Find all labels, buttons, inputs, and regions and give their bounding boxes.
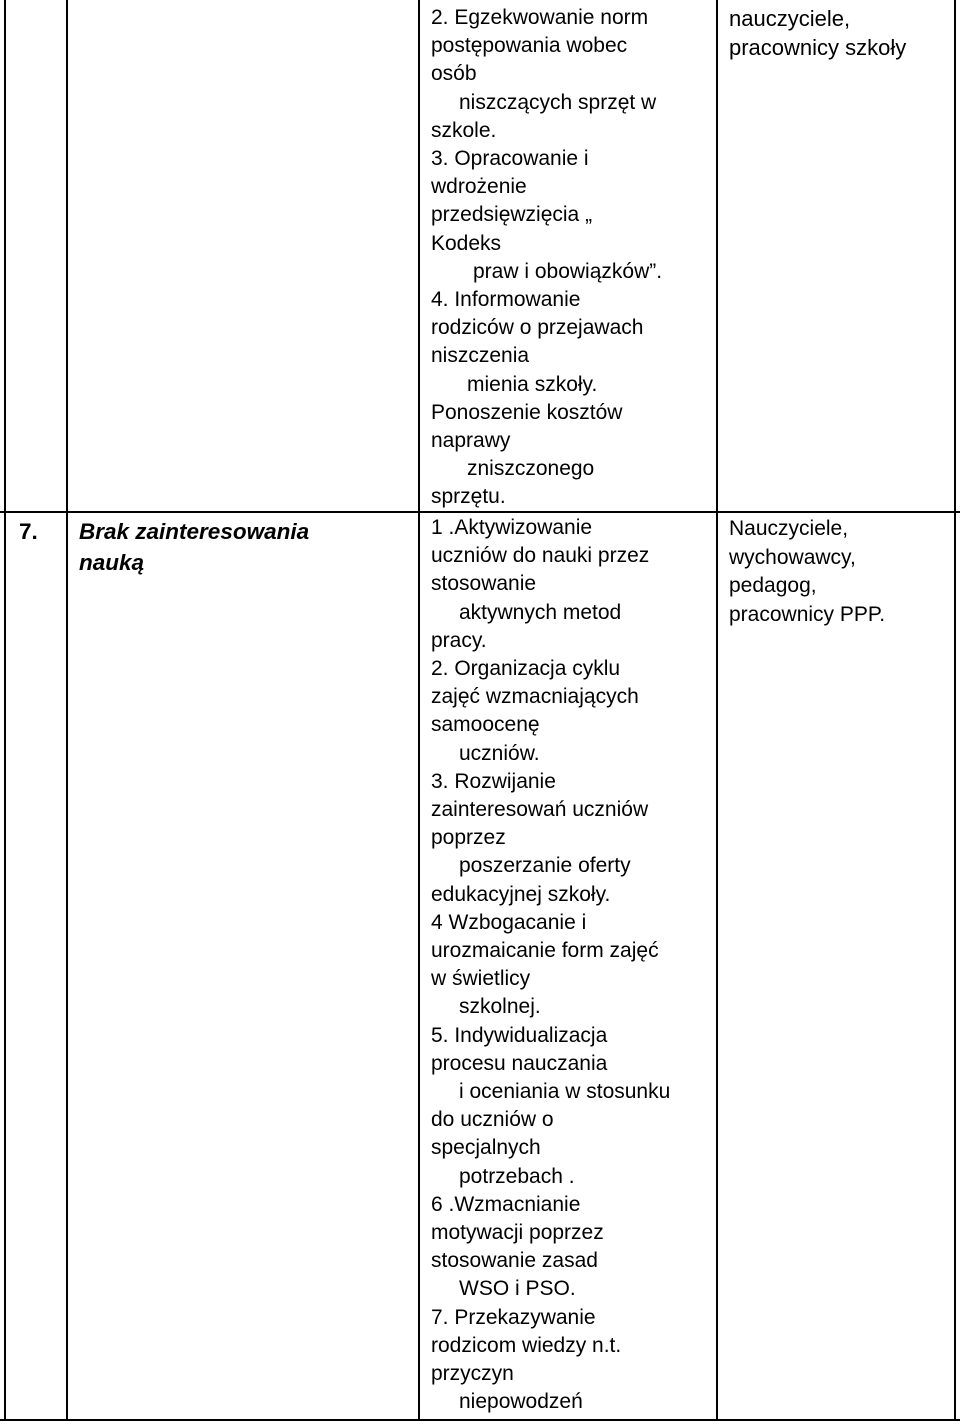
responsible-line: pracownicy szkoły (729, 35, 907, 60)
action-line: 2. Egzekwowanie norm (431, 6, 649, 29)
action-line: stosowanie (431, 572, 537, 596)
action-line: 4. Informowanie (431, 288, 581, 312)
responsible-line: wychowawcy, (729, 545, 856, 569)
action-line: procesu nauczania (431, 1051, 608, 1075)
action-line: rodziców o przejawach (431, 316, 644, 340)
action-line: w świetlicy (431, 967, 531, 991)
action-line: Kodeks (431, 231, 502, 255)
row-number: 7. (19, 519, 38, 544)
table-divider-2 (418, 0, 420, 1421)
row7-responsible-cell (729, 515, 885, 629)
responsible-line: pracownicy PPP. (729, 602, 886, 626)
action-line: samoocenę (431, 713, 540, 737)
responsible-line: nauczyciele, (729, 6, 851, 31)
action-line: edukacyjnej szkoły. (431, 882, 611, 906)
action-line: poprzez (431, 826, 506, 850)
action-line: niszczenia (431, 344, 530, 368)
action-line: 2. Organizacja cyklu (431, 657, 621, 681)
action-line: praw i obowiązków”. (473, 259, 663, 283)
action-line: Ponoszenie kosztów (431, 400, 623, 424)
action-line: 7. Przekazywanie (431, 1305, 596, 1329)
table-divider-1 (66, 0, 68, 1421)
table-divider-3 (716, 0, 718, 1421)
action-line: 6 .Wzmacnianie (431, 1192, 581, 1216)
prev-responsible-cell (729, 4, 906, 62)
action-line: aktywnych metod (459, 600, 622, 624)
action-line: specjalnych (431, 1136, 541, 1160)
action-line: 3. Rozwijanie (431, 769, 556, 793)
action-line: 1 .Aktywizowanie (431, 516, 593, 539)
action-line: 3. Opracowanie i (431, 147, 589, 171)
action-line: niszczących sprzęt w (459, 90, 657, 114)
action-line: zainteresowań uczniów (431, 798, 649, 822)
problem-line: nauką (79, 550, 145, 575)
action-line: zniszczonego (467, 457, 595, 481)
action-line: poszerzanie oferty (459, 854, 631, 878)
row7-actions-cell (431, 514, 670, 1417)
responsible-line: Nauczyciele, (729, 517, 849, 540)
action-line: do uczniów o (431, 1108, 554, 1132)
action-line: uczniów do nauki przez (431, 544, 650, 568)
table-border-left (4, 0, 6, 1421)
action-line: 4 Wzbogacanie i (431, 910, 587, 934)
responsible-line: pedagog, (729, 574, 817, 597)
action-line: szkolnej. (459, 995, 541, 1019)
action-line: osób (431, 62, 477, 86)
action-line: wdrożenie (431, 175, 527, 199)
action-line: rodzicom wiedzy n.t. (431, 1333, 622, 1357)
table-border-bottom (0, 1419, 960, 1421)
action-line: urozmaicanie form zajęć (431, 939, 659, 963)
action-line: i oceniania w stosunku (459, 1080, 671, 1104)
problem-line: Brak zainteresowania (79, 519, 310, 544)
action-line: przyczyn (431, 1362, 514, 1386)
action-line: stosowanie zasad (431, 1249, 598, 1273)
action-line: motywacji poprzez (431, 1221, 604, 1245)
action-line: WSO i PSO. (459, 1277, 576, 1301)
action-line: potrzebach . (459, 1164, 575, 1188)
action-line: 5. Indywidualizacja (431, 1023, 608, 1047)
action-line: mienia szkoły. (467, 372, 598, 396)
prev-actions-cell (431, 4, 662, 512)
action-line: uczniów. (459, 741, 540, 765)
action-line: zajęć wzmacniających (431, 685, 639, 709)
action-line: sprzętu. (431, 485, 506, 509)
problem-cell (79, 516, 309, 578)
action-line: pracy. (431, 628, 487, 652)
action-line: przedsięwzięcia „ (431, 203, 593, 227)
table-border-right (954, 0, 956, 1421)
action-line: szkole. (431, 118, 497, 142)
action-line: postępowania wobec (431, 34, 628, 58)
action-line: niepowodzeń (459, 1390, 583, 1414)
action-line: naprawy (431, 429, 511, 453)
